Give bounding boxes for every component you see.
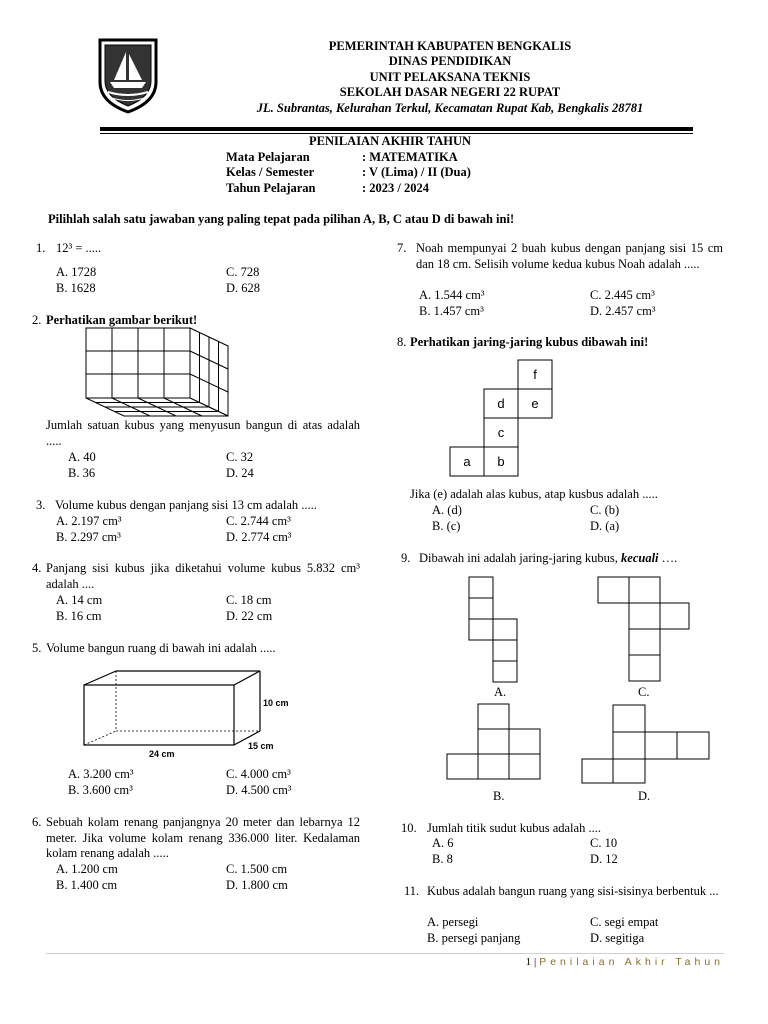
class-label: Kelas / Semester [226, 165, 315, 179]
q7-text: Noah mempunyai 2 buah kubus dengan panjang sisi 15 cm dan 18 cm. Selisih volume kedua kubus Noah adalah ..... [416, 241, 723, 271]
subject-label: Mata Pelajaran [226, 150, 310, 164]
q8-option-d[interactable]: D. (a) [590, 519, 620, 533]
q2-text: Perhatikan gambar berikut! [46, 313, 198, 327]
q4-option-d[interactable]: D. 22 cm [226, 609, 273, 623]
q9-text-main: Dibawah ini adalah jaring-jaring kubus, [419, 551, 618, 565]
q1-option-b[interactable]: B. 1628 [56, 281, 96, 295]
q11-option-b[interactable]: B. persegi panjang [427, 931, 521, 945]
q2-cube-stack-figure [84, 326, 232, 418]
instruction: Pilihlah salah satu jawaban yang paling tepat pada pilihan A, B, C atau D di bawah ini! [48, 212, 515, 226]
header-unit: UNIT PELAKSANA TEKNIS [369, 70, 531, 84]
q6-number: 6. [32, 815, 42, 829]
net-label-c: c [497, 425, 505, 440]
net-label-f: f [533, 367, 537, 382]
meta-subject [226, 150, 458, 166]
q11-option-d[interactable]: D. segitiga [590, 931, 645, 945]
q7-option-d[interactable]: D. 2.457 cm³ [590, 304, 656, 318]
q11-option-a[interactable]: A. persegi [427, 915, 479, 929]
q2-option-a[interactable]: A. 40 [68, 450, 96, 464]
q9-net-a[interactable] [468, 576, 520, 684]
q5-number: 5. [32, 641, 42, 655]
q9-label-d: D. [638, 789, 651, 803]
q8-option-a[interactable]: A. (d) [432, 503, 462, 517]
q7-option-c[interactable]: C. 2.445 cm³ [590, 288, 655, 302]
q8-number: 8. [397, 335, 407, 349]
header-government: PEMERINTAH KABUPATEN BENGKALIS [328, 39, 572, 53]
q8-option-c[interactable]: C. (b) [590, 503, 620, 517]
q6-option-d[interactable]: D. 1.800 cm [226, 878, 288, 892]
q5-cuboid-figure [78, 668, 294, 762]
q5-option-a[interactable]: A. 3.200 cm³ [68, 767, 134, 781]
net-label-d: d [497, 396, 505, 411]
header-department: DINAS PENDIDIKAN [388, 54, 512, 68]
net-label-a: a [463, 454, 471, 469]
q5-dim-width: 15 cm [248, 741, 274, 751]
q3-option-b[interactable]: B. 2.297 cm³ [56, 530, 121, 544]
q4-option-c[interactable]: C. 18 cm [226, 593, 272, 607]
net-label-e: e [531, 396, 539, 411]
q2-option-d[interactable]: D. 24 [226, 466, 254, 480]
q1-number: 1. [36, 241, 46, 255]
footer-divider [46, 953, 724, 954]
q9-text [419, 551, 677, 567]
q3-option-d[interactable]: D. 2.774 cm³ [226, 530, 292, 544]
q9-net-c[interactable] [597, 576, 691, 684]
q3-option-a[interactable]: A. 2.197 cm³ [56, 514, 122, 528]
q5-option-b[interactable]: B. 3.600 cm³ [68, 783, 133, 797]
q3-text: Volume kubus dengan panjang sisi 13 cm adalah ..... [55, 498, 317, 512]
footer-label: Penilaian Akhir Tahun [539, 956, 724, 968]
q8-text: Perhatikan jaring-jaring kubus dibawah ini! [410, 335, 649, 349]
header-address: JL. Subrantas, Kelurahan Terkul, Kecamatan Rupat Kab, Bengkalis 28781 [256, 101, 644, 115]
q2-option-c[interactable]: C. 32 [226, 450, 254, 464]
year-value: : 2023 / 2024 [362, 181, 430, 195]
q10-number: 10. [401, 821, 417, 835]
q11-text: Kubus adalah bangun ruang yang sisi-sisinya berbentuk ... [427, 884, 719, 898]
q9-tail: …. [658, 551, 678, 565]
q10-option-d[interactable]: D. 12 [590, 852, 618, 866]
q4-option-a[interactable]: A. 14 cm [56, 593, 103, 607]
meta-year [226, 181, 429, 197]
q4-text: Panjang sisi kubus jika diketahui volume kubus 5.832 cm³ adalah .... [46, 561, 360, 591]
q6-option-a[interactable]: A. 1.200 cm [56, 862, 118, 876]
q4-number: 4. [32, 561, 42, 575]
q5-option-d[interactable]: D. 4.500 cm³ [226, 783, 292, 797]
q9-label-a: A. [494, 685, 507, 699]
year-label: Tahun Pelajaran [226, 181, 316, 195]
q9-label-b: B. [493, 789, 505, 803]
q4-option-b[interactable]: B. 16 cm [56, 609, 102, 623]
q7-number: 7. [397, 241, 407, 255]
q10-text: Jumlah titik sudut kubus adalah .... [427, 821, 601, 835]
q2-body: Jumlah satuan kubus yang menyusun bangun di atas adalah ..... [46, 418, 360, 448]
q9-number: 9. [401, 551, 411, 565]
q5-text: Volume bangun ruang di bawah ini adalah ..... [46, 641, 276, 655]
q2-option-b[interactable]: B. 36 [68, 466, 96, 480]
q3-number: 3. [36, 498, 46, 512]
q6-option-c[interactable]: C. 1.500 cm [226, 862, 288, 876]
meta-class [226, 165, 471, 181]
q7-option-a[interactable]: A. 1.544 cm³ [419, 288, 485, 302]
q1-option-d[interactable]: D. 628 [226, 281, 261, 295]
page-number: 1 [525, 956, 531, 968]
q11-number: 11. [404, 884, 420, 898]
q10-option-a[interactable]: A. 6 [432, 836, 454, 850]
q9-net-d[interactable] [581, 704, 711, 784]
q2-number: 2. [32, 313, 42, 327]
footer-separator: | [534, 956, 537, 968]
q3-option-c[interactable]: C. 2.744 cm³ [226, 514, 291, 528]
page-footer [380, 956, 724, 968]
q9-emphasis: kecuali [621, 551, 659, 565]
class-value: : V (Lima) / II (Dua) [362, 165, 471, 179]
header-divider [100, 127, 693, 131]
subject-value: : MATEMATIKA [362, 150, 458, 164]
q9-label-c: C. [638, 685, 650, 699]
q8-cube-net-figure [448, 358, 554, 478]
q1-text: 12³ = ..... [56, 241, 102, 255]
q11-option-c[interactable]: C. segi empat [590, 915, 659, 929]
q10-option-b[interactable]: B. 8 [432, 852, 453, 866]
q10-option-c[interactable]: C. 10 [590, 836, 618, 850]
q8-body: Jika (e) adalah alas kubus, atap kusbus adalah ..... [410, 487, 658, 501]
header-school: SEKOLAH DASAR NEGERI 22 RUPAT [339, 85, 561, 99]
q1-option-a[interactable]: A. 1728 [56, 265, 97, 279]
q6-text: Sebuah kolam renang panjangnya 20 meter dan lebarnya 12 meter. Jika volume kolam renang 336.000 liter. Kedalaman kolam renang adalah ..... [46, 815, 360, 860]
q5-dim-height: 10 cm [263, 698, 289, 708]
q1-option-c[interactable]: C. 728 [226, 265, 260, 279]
q6-option-b[interactable]: B. 1.400 cm [56, 878, 118, 892]
q7-option-b[interactable]: B. 1.457 cm³ [419, 304, 484, 318]
q9-net-b[interactable] [446, 703, 542, 781]
net-label-b: b [497, 454, 505, 469]
exam-title: PENILAIAN AKHIR TAHUN [308, 134, 472, 148]
q5-dim-length: 24 cm [149, 749, 175, 759]
q8-option-b[interactable]: B. (c) [432, 519, 461, 533]
q5-option-c[interactable]: C. 4.000 cm³ [226, 767, 291, 781]
